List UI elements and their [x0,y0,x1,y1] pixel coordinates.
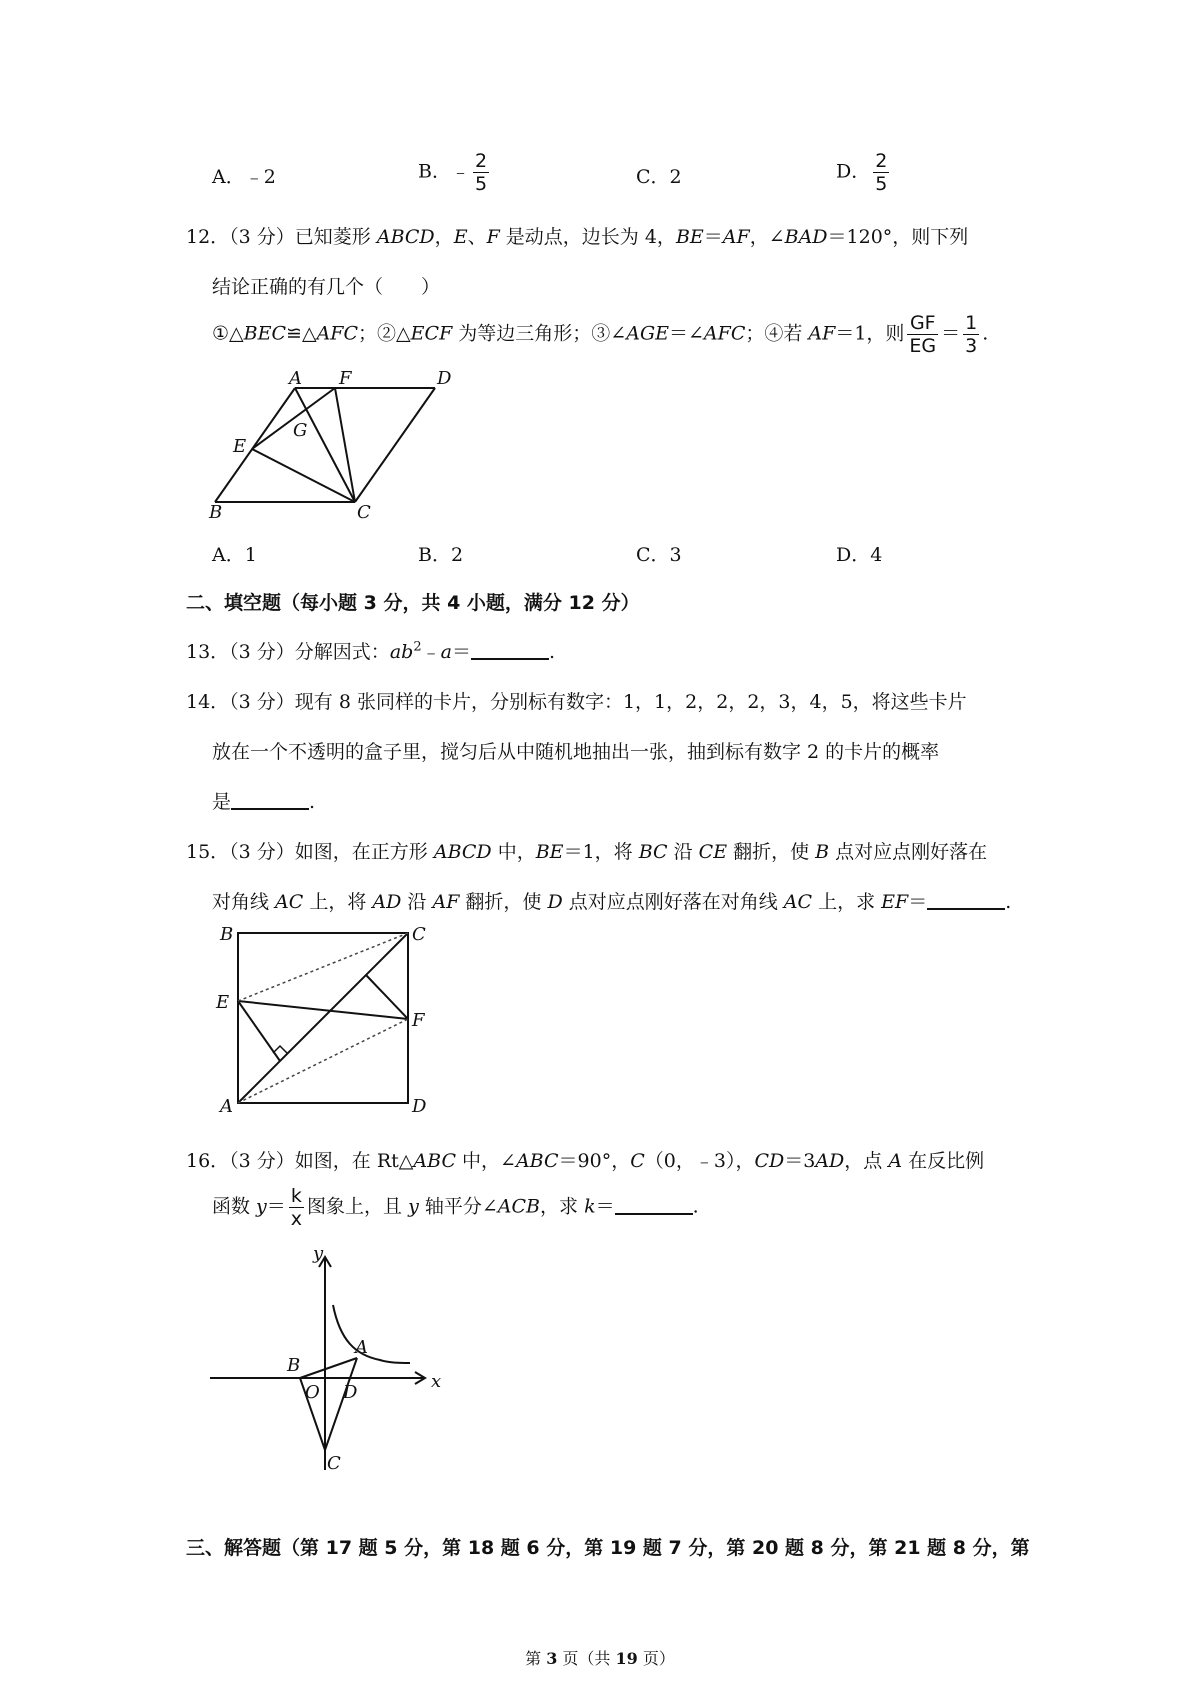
q13-answer-blank [471,640,549,660]
q12-label-b: B [209,502,223,520]
q11-option-b [418,150,492,195]
q12-rhombus-figure [205,370,465,520]
q16-fraction-k-x: $\frac{k}{x}$ [290,1185,303,1230]
q11-d-fraction: $\frac{2}{5}$ [875,150,888,195]
q16-line1: 16．（3 分）如图，在 Rt△ABC 中，∠ABC＝90°，C（0，﹣3），CD＝3AD，点 A 在反比例 [186,1150,985,1172]
q15-label-d: D [412,1096,427,1116]
q16-label-b: B [287,1355,301,1376]
q14-answer-blank [231,790,309,810]
q12-option-c: C．3 [636,544,682,566]
q12-label-c: C [357,502,371,520]
q12-label-e: E [233,436,247,457]
q15-label-a: A [220,1096,233,1116]
q16-label-a: A [355,1337,368,1358]
q16-coordinate-figure [205,1245,465,1475]
q15-label-c: C [412,924,426,945]
q15-square-figure [210,918,430,1116]
q12-label-a: A [289,370,302,389]
q16-label-c: C [327,1453,341,1474]
q15-line1: 15．（3 分）如图，在正方形 ABCD 中，BE＝1，将 BC 沿 CE 翻折，使 B 点对应点刚好落在 [186,841,988,863]
section3-title: 三、解答题（第 17 题 5 分，第 18 题 6 分，第 19 题 7 分，第 20 题 8 分，第 21 题 8 分，第 [186,1537,1030,1559]
q16-label-x: x [431,1371,442,1392]
q12-label-f: F [339,370,352,389]
q12-line1: 12．（3 分）已知菱形 ABCD，E、F 是动点，边长为 4，BE＝AF，∠BAD＝120°，则下列 [186,226,969,248]
q15-label-e: E [216,992,230,1013]
q14-line3: 是 . [212,791,316,813]
q12-option-b: B．2 [418,544,464,566]
q16-label-d: D [343,1382,358,1403]
q16-line2: 函数 y＝ $\frac{k}{x}$ 图象上，且 y 轴平分∠ACB，求 k＝ . [212,1185,699,1230]
q11-option-a: A．﹣2 [212,166,276,188]
q12-option-d: D．4 [836,544,883,566]
q11-d-prefix: D． [836,160,871,183]
q15-line2: 对角线 AC 上，将 AD 沿 AF 翻折，使 D 点对应点刚好落在对角线 AC 上，求 EF＝ . [212,891,1012,913]
q12-label-d: D [437,370,452,389]
q15-label-b: B [220,924,234,945]
q12-line2: 结论正确的有几个（ ） [212,276,441,298]
q12-option-a: A．1 [212,544,257,566]
q16-answer-blank [615,1195,693,1215]
q11-option-c: C．2 [636,166,682,188]
q12-fraction-gf-eg: $\frac{GF}{EG}$ [909,312,937,357]
q13: 13．（3 分）分解因式：$ab^2﹣a=$ . [186,639,555,663]
q12-statements: ①△BEC≌△AFC；②△ECF 为等边三角形；③∠AGE＝∠AFC；④若 AF＝1，则 $\frac{GF}{EG}$ ＝ $\frac{1}{3}$ . [212,312,989,357]
q15-answer-blank [927,890,1005,910]
q14-line1: 14．（3 分）现有 8 张同样的卡片，分别标有数字：1，1，2，2，2，3，4，5，将这些卡片 [186,691,967,713]
q11-option-d [836,150,892,195]
q11-b-fraction: $\frac{2}{5}$ [474,150,488,195]
page-footer: 第 3 页（共 19 页） [525,1649,675,1668]
q16-label-o: O [305,1382,320,1403]
q14-line2: 放在一个不透明的盒子里，搅匀后从中随机地抽出一张，抽到标有数字 2 的卡片的概率 [212,741,940,763]
section2-title: 二、填空题（每小题 3 分，共 4 小题，满分 12 分） [186,592,640,614]
q15-label-f: F [412,1010,425,1031]
q12-fraction-one-third: $\frac{1}{3}$ [965,312,978,357]
q16-label-y: y [313,1245,324,1264]
q11-b-prefix: B．﹣ [418,160,470,183]
q12-label-g: G [293,420,308,441]
